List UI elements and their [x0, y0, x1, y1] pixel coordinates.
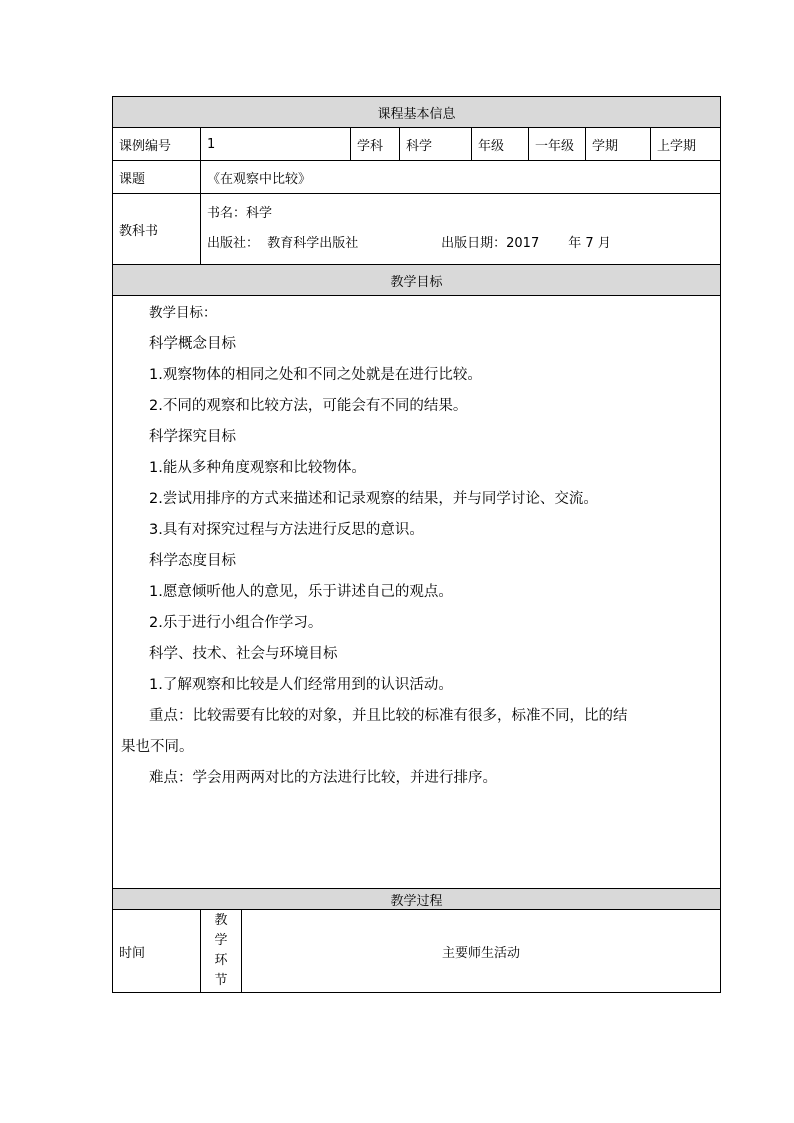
stage-char: 环 [214, 953, 228, 968]
goal-line: 科学态度目标 [149, 553, 236, 569]
goal-line: 科学探究目标 [149, 429, 236, 445]
topic-value: 《在观察中比较》 [201, 161, 721, 194]
goal-line: 科学、技术、社会与环境目标 [149, 646, 338, 662]
key-point-line1: 重点：比较需要有比较的对象，并且比较的标准有很多，标准不同，比的结 [149, 708, 628, 724]
goal-line: 科学概念目标 [149, 336, 236, 352]
goal-line: 1.观察物体的相同之处和不同之处就是在进行比较。 [149, 367, 482, 383]
book-name: 书名：科学 [207, 206, 273, 221]
difficulty-point: 难点：学会用两两对比的方法进行比较，并进行排序。 [149, 770, 497, 786]
goal-line: 2.不同的观察和比较方法，可能会有不同的结果。 [149, 398, 468, 414]
basic-info-header: 课程基本信息 [113, 97, 721, 128]
goal-line: 1.愿意倾听他人的意见，乐于讲述自己的观点。 [149, 584, 453, 600]
stage-char: 节 [214, 973, 228, 988]
grade-value: 一年级 [529, 128, 586, 161]
goal-line: 2.乐于进行小组合作学习。 [149, 615, 323, 631]
publisher: 出版社： 教育科学出版社 [207, 236, 359, 251]
stage-char: 教 [214, 913, 228, 928]
goal-line: 3.具有对探究过程与方法进行反思的意识。 [149, 522, 424, 538]
publish-date-label: 出版日期：2017 [441, 236, 540, 251]
grade-label: 年级 [472, 128, 529, 161]
key-point-line2: 果也不同。 [121, 739, 194, 755]
goal-line: 1.能从多种角度观察和比较物体。 [149, 460, 366, 476]
time-label: 时间 [113, 910, 201, 993]
term-label: 学期 [586, 128, 651, 161]
goals-content [113, 296, 721, 889]
stage-char: 学 [214, 933, 228, 948]
lesson-plan [112, 96, 697, 993]
goal-line: 2.尝试用排序的方式来描述和记录观察的结果，并与同学讨论、交流。 [149, 491, 598, 507]
goals-header: 教学目标 [113, 265, 721, 296]
publish-date-suffix: 年 7 月 [568, 236, 611, 251]
process-header: 教学过程 [113, 889, 721, 910]
topic-label: 课题 [113, 161, 201, 194]
stage-label [201, 910, 242, 993]
goal-line: 1.了解观察和比较是人们经常用到的认识活动。 [149, 677, 453, 693]
subject-label: 学科 [351, 128, 400, 161]
textbook-label: 教科书 [113, 194, 201, 265]
textbook-details [201, 194, 721, 265]
publish-info [207, 229, 714, 259]
basic-info-table [112, 96, 721, 993]
case-no-label: 课例编号 [113, 128, 201, 161]
goals-intro: 教学目标： [149, 305, 217, 321]
activity-label: 主要师生活动 [242, 910, 721, 993]
subject-value: 科学 [400, 128, 472, 161]
case-no-value: 1 [201, 128, 351, 161]
term-value: 上学期 [651, 128, 721, 161]
